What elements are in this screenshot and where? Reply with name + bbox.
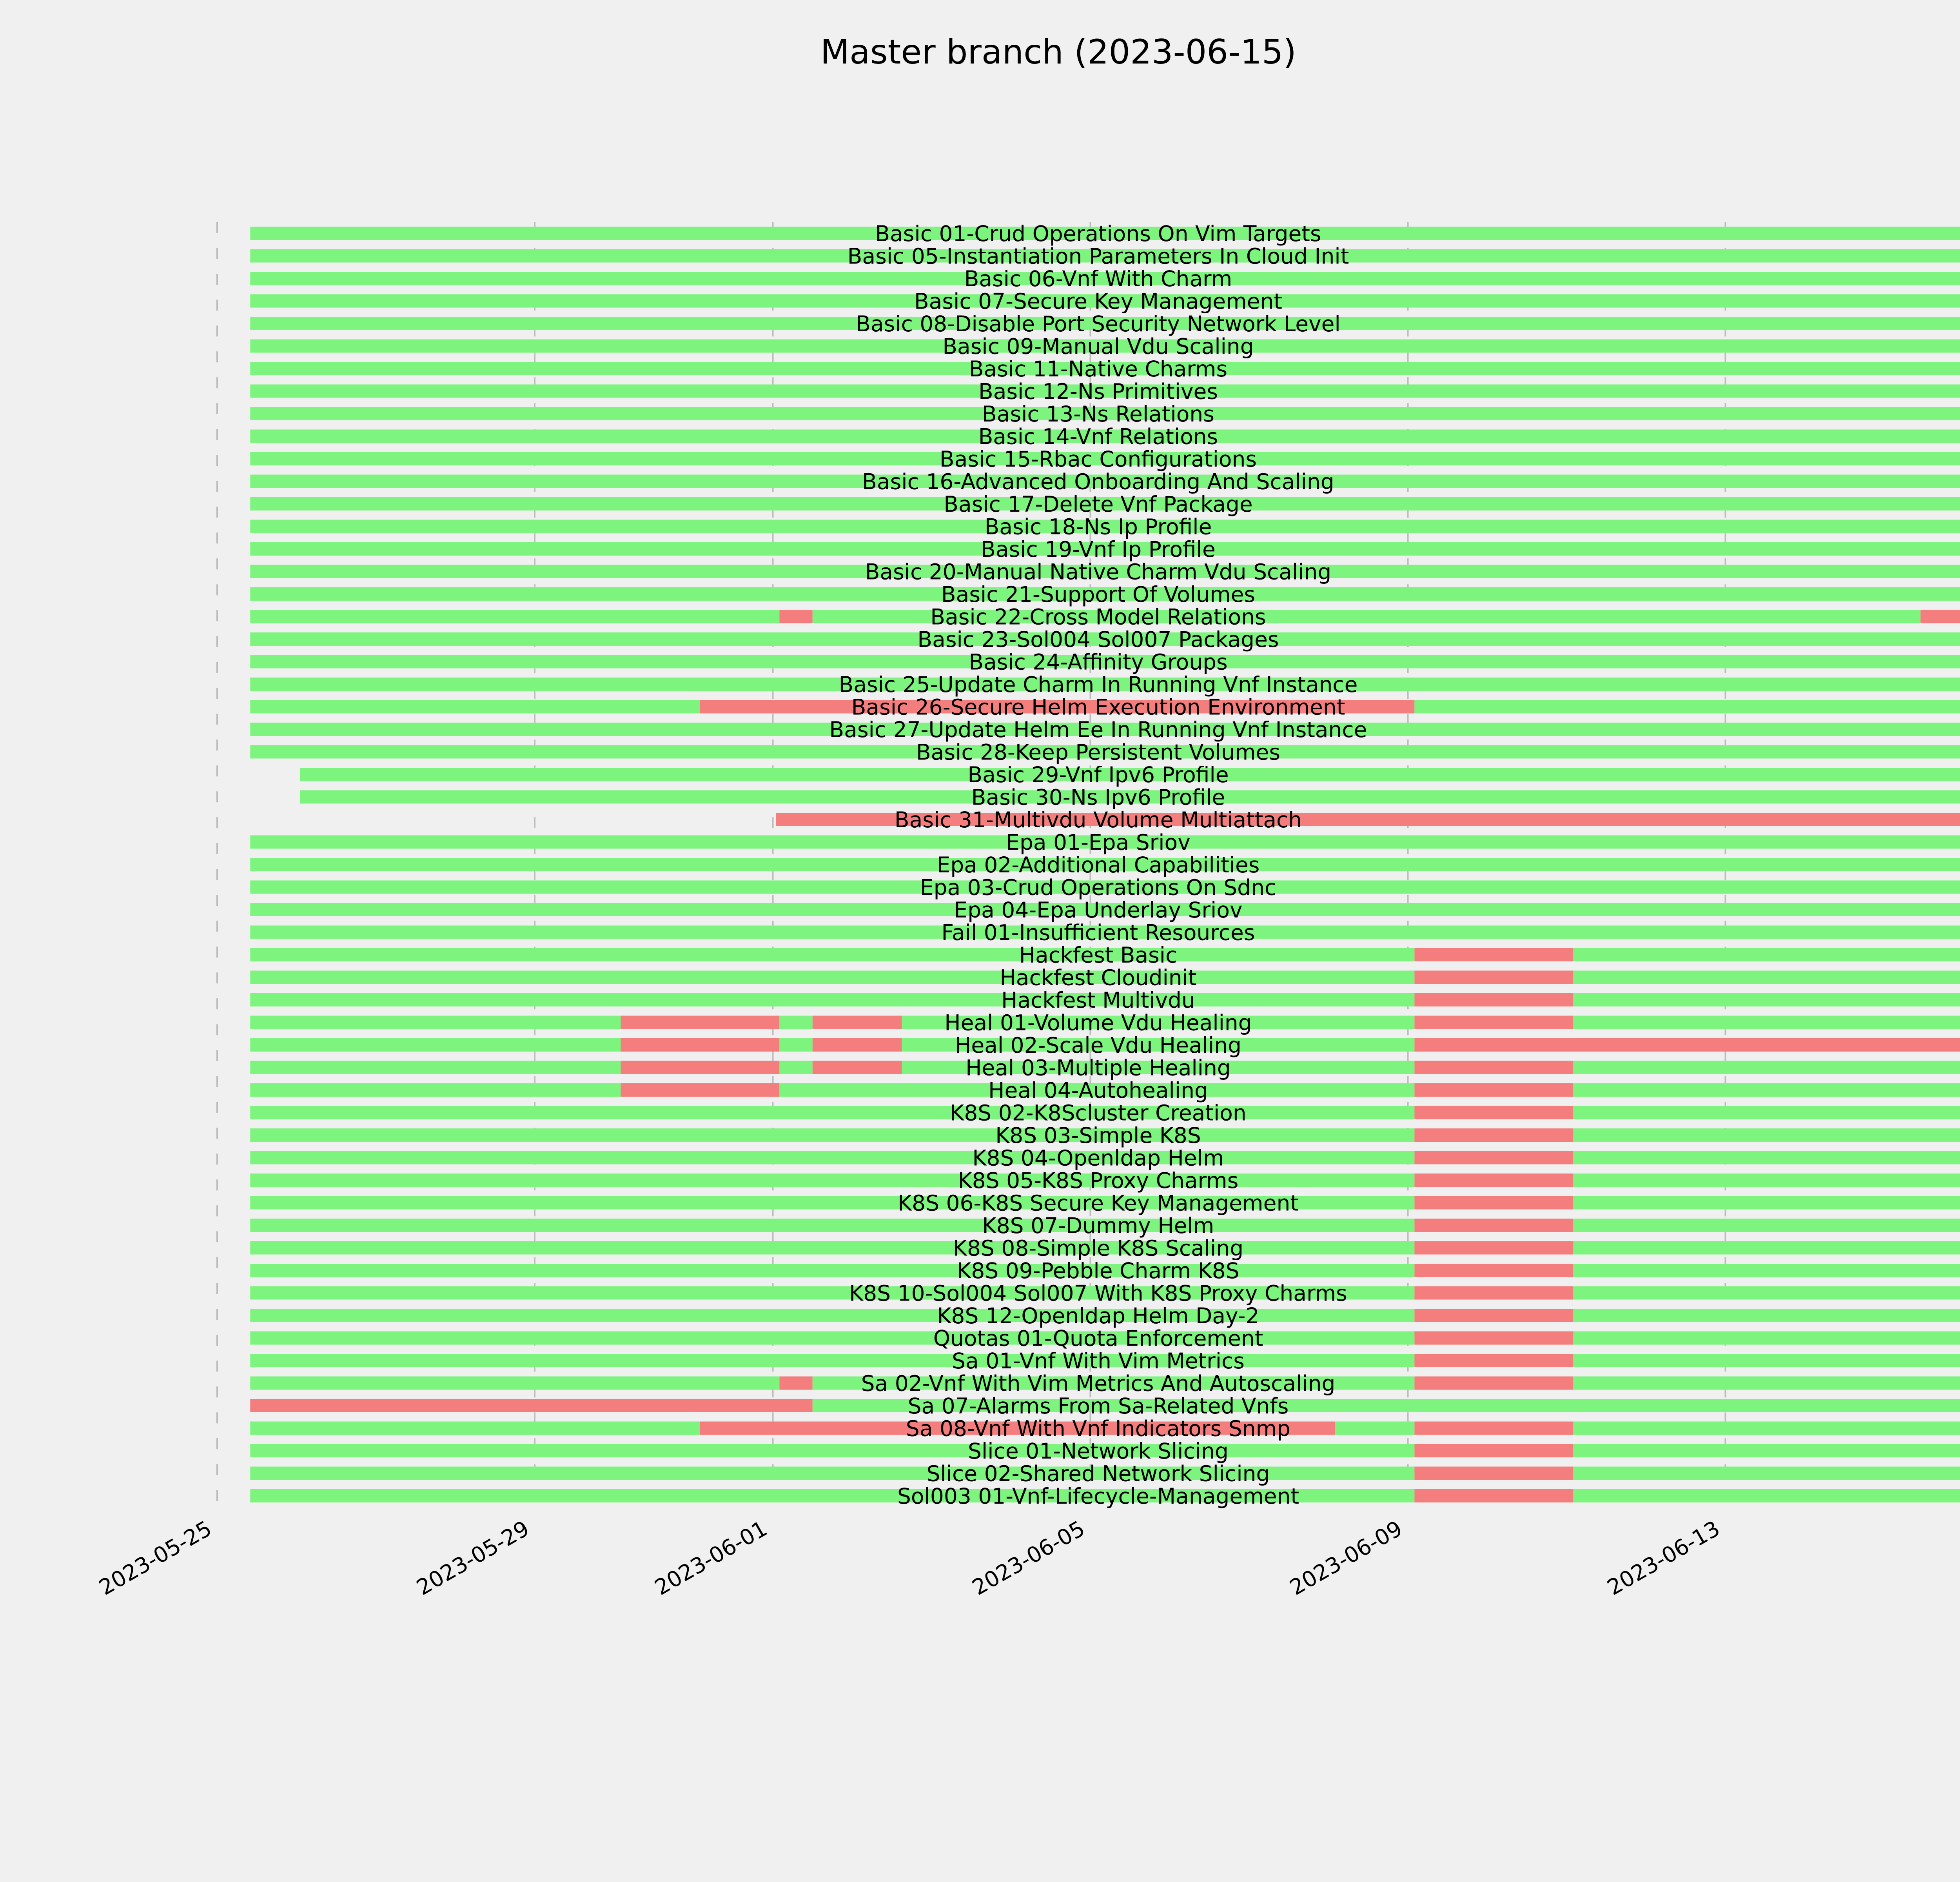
pass-segment xyxy=(1573,1016,1960,1029)
pass-segment xyxy=(1573,948,1960,961)
pass-segment xyxy=(1573,1444,1960,1457)
row-label: Epa 04-Epa Underlay Sriov xyxy=(954,897,1243,923)
fail-segment xyxy=(1414,971,1573,984)
pass-segment xyxy=(1335,1422,1415,1435)
x-tick-label: 2023-05-25 xyxy=(94,1515,216,1600)
row-label: Basic 17-Delete Vnf Package xyxy=(944,492,1253,517)
fail-segment xyxy=(779,610,812,623)
row-label: Basic 11-Native Charms xyxy=(969,356,1228,381)
pass-segment xyxy=(1573,1377,1960,1390)
pass-segment xyxy=(250,1377,779,1390)
pass-segment xyxy=(250,1264,1414,1277)
row-label: K8S 02-K8Scluster Creation xyxy=(950,1100,1247,1126)
pass-segment xyxy=(1573,1196,1960,1210)
row-label: K8S 06-K8S Secure Key Management xyxy=(898,1190,1299,1216)
pass-segment xyxy=(1573,1219,1960,1232)
pass-segment xyxy=(1573,1241,1960,1255)
row-label: Basic 08-Disable Port Security Network Level xyxy=(856,311,1341,336)
row-label: Basic 15-Rbac Configurations xyxy=(939,447,1257,472)
x-tick-label: 2023-05-29 xyxy=(412,1515,534,1600)
fail-segment xyxy=(1414,1467,1573,1480)
row-label: Heal 03-Multiple Healing xyxy=(965,1055,1231,1081)
fail-segment xyxy=(1920,610,1960,623)
fail-segment xyxy=(1414,1241,1573,1255)
pass-segment xyxy=(250,1444,1414,1457)
pass-segment xyxy=(1573,1286,1960,1300)
pass-segment xyxy=(779,1016,812,1029)
row-label: Basic 06-Vnf With Charm xyxy=(964,266,1232,291)
row-label: K8S 05-K8S Proxy Charms xyxy=(958,1168,1239,1193)
row-label: Basic 30-Ns Ipv6 Profile xyxy=(971,785,1225,810)
pass-segment xyxy=(1414,700,1960,714)
fail-segment xyxy=(1414,1128,1573,1142)
row-label: K8S 12-Openldap Helm Day-2 xyxy=(937,1303,1259,1328)
pass-segment xyxy=(779,1061,812,1074)
fail-segment xyxy=(1414,948,1573,961)
pass-segment xyxy=(250,1219,1414,1232)
row-label: K8S 04-Openldap Helm xyxy=(972,1145,1224,1171)
pass-segment xyxy=(1573,1354,1960,1367)
row-label: Basic 21-Support Of Volumes xyxy=(941,582,1256,607)
pass-segment xyxy=(250,1061,621,1074)
x-tick-label: 2023-06-09 xyxy=(1285,1515,1406,1600)
row-label: K8S 08-Simple K8S Scaling xyxy=(953,1235,1244,1261)
row-label: Heal 04-Autohealing xyxy=(988,1078,1208,1103)
row-label: Hackfest Cloudinit xyxy=(1000,965,1197,990)
row-label: K8S 09-Pebble Charm K8S xyxy=(957,1258,1240,1283)
fail-segment xyxy=(1414,1174,1573,1187)
row-label: K8S 07-Dummy Helm xyxy=(982,1213,1214,1238)
pass-segment xyxy=(250,1016,621,1029)
fail-segment xyxy=(1414,1106,1573,1119)
fail-segment xyxy=(1414,1083,1573,1097)
row-label: K8S 10-Sol004 Sol007 With K8S Proxy Charms xyxy=(849,1281,1347,1306)
row-label: Basic 01-Crud Operations On Vim Targets xyxy=(875,221,1321,246)
x-tick-label: 2023-06-01 xyxy=(650,1515,771,1600)
fail-segment xyxy=(1414,1219,1573,1232)
x-tick-label: 2023-06-05 xyxy=(968,1515,1089,1600)
row-label: Heal 01-Volume Vdu Healing xyxy=(944,1010,1252,1035)
pass-segment xyxy=(1573,1489,1960,1502)
row-label: Basic 29-Vnf Ipv6 Profile xyxy=(967,762,1229,787)
pass-segment xyxy=(779,1038,812,1052)
fail-segment xyxy=(813,1038,902,1052)
pass-segment xyxy=(1573,1061,1960,1074)
row-label: K8S 03-Simple K8S xyxy=(995,1123,1201,1148)
fail-segment xyxy=(1414,1151,1573,1164)
fail-segment xyxy=(1414,1422,1573,1435)
fail-segment xyxy=(1414,1286,1573,1300)
row-label: Hackfest Multivdu xyxy=(1001,988,1195,1013)
row-label: Basic 20-Manual Native Charm Vdu Scaling xyxy=(865,559,1332,585)
fail-segment xyxy=(1414,1196,1573,1210)
row-label: Sa 02-Vnf With Vim Metrics And Autoscaling xyxy=(861,1371,1336,1396)
row-label: Basic 31-Multivdu Volume Multiattach xyxy=(894,807,1302,832)
fail-segment xyxy=(813,1016,902,1029)
pass-segment xyxy=(250,1151,1414,1164)
fail-segment xyxy=(1414,1444,1573,1457)
pass-segment xyxy=(250,1128,1414,1142)
fail-segment xyxy=(1414,1061,1573,1074)
row-label: Sa 08-Vnf With Vnf Indicators Snmp xyxy=(906,1416,1291,1441)
row-label: Basic 26-Secure Helm Execution Environment xyxy=(851,694,1345,720)
row-label: Fail 01-Insufficient Resources xyxy=(941,920,1255,945)
pass-segment xyxy=(250,610,779,623)
row-label: Quotas 01-Quota Enforcement xyxy=(933,1326,1263,1351)
row-label: Basic 22-Cross Model Relations xyxy=(930,604,1266,630)
row-label: Basic 05-Instantiation Parameters In Cloud Init xyxy=(847,243,1349,269)
pass-segment xyxy=(1573,993,1960,1006)
fail-segment xyxy=(779,1377,812,1390)
fail-segment xyxy=(1414,1016,1573,1029)
row-label: Epa 03-Crud Operations On Sdnc xyxy=(920,875,1277,900)
row-label: Basic 18-Ns Ip Profile xyxy=(984,514,1212,540)
pass-segment xyxy=(1573,1106,1960,1119)
row-label: Epa 02-Additional Capabilities xyxy=(936,852,1260,877)
fail-segment xyxy=(621,1038,779,1052)
row-label: Hackfest Basic xyxy=(1019,943,1178,968)
row-label: Basic 24-Affinity Groups xyxy=(969,649,1228,675)
pass-segment xyxy=(250,1083,621,1097)
row-label: Heal 02-Scale Vdu Healing xyxy=(955,1033,1242,1058)
row-label: Slice 01-Network Slicing xyxy=(968,1439,1229,1464)
fail-segment xyxy=(1414,1264,1573,1277)
row-label: Basic 07-Secure Key Management xyxy=(914,289,1283,314)
row-label: Sol003 01-Vnf-Lifecycle-Management xyxy=(897,1484,1299,1509)
pass-segment xyxy=(1573,1309,1960,1322)
row-label: Epa 01-Epa Sriov xyxy=(1006,830,1191,855)
pass-segment xyxy=(1573,1332,1960,1345)
pass-segment xyxy=(1573,1083,1960,1097)
row-label: Basic 23-Sol004 Sol007 Packages xyxy=(917,627,1279,652)
pass-segment xyxy=(1573,1467,1960,1480)
fail-segment xyxy=(1414,1309,1573,1322)
pass-segment xyxy=(250,971,1414,984)
pass-segment xyxy=(1573,1128,1960,1142)
fail-segment xyxy=(1414,993,1573,1006)
pass-segment xyxy=(250,993,1414,1006)
row-label: Basic 25-Update Charm In Running Vnf Instance xyxy=(838,672,1358,697)
row-label: Basic 12-Ns Primitives xyxy=(978,379,1218,404)
fail-segment xyxy=(813,1061,902,1074)
row-label: Basic 13-Ns Relations xyxy=(982,401,1214,427)
pass-segment xyxy=(250,700,700,714)
fail-segment xyxy=(1414,1332,1573,1345)
pass-segment xyxy=(250,1174,1414,1187)
row-label: Basic 28-Keep Persistent Volumes xyxy=(916,739,1281,765)
fail-segment xyxy=(250,1399,812,1412)
chart-title: Master branch (2023-06-15) xyxy=(820,33,1297,72)
pass-segment xyxy=(1573,1174,1960,1187)
fail-segment xyxy=(621,1061,779,1074)
x-tick-label: 2023-06-13 xyxy=(1603,1515,1724,1600)
fail-segment xyxy=(1414,1377,1573,1390)
pass-segment xyxy=(1573,1264,1960,1277)
pass-segment xyxy=(250,1422,700,1435)
pass-segment xyxy=(250,1038,621,1052)
fail-segment xyxy=(1414,1038,1960,1052)
row-label: Sa 07-Alarms From Sa-Related Vnfs xyxy=(907,1393,1289,1419)
row-label: Basic 16-Advanced Onboarding And Scaling xyxy=(862,469,1334,494)
fail-segment xyxy=(1414,1489,1573,1502)
fail-segment xyxy=(621,1083,779,1097)
row-label: Sa 01-Vnf With Vim Metrics xyxy=(952,1348,1245,1373)
row-label: Slice 02-Shared Network Slicing xyxy=(926,1461,1270,1486)
row-label: Basic 09-Manual Vdu Scaling xyxy=(942,334,1254,359)
pass-segment xyxy=(1573,971,1960,984)
pass-segment xyxy=(1573,1151,1960,1164)
fail-segment xyxy=(1414,1354,1573,1367)
row-label: Basic 27-Update Helm Ee In Running Vnf Instance xyxy=(829,717,1367,742)
fail-segment xyxy=(621,1016,779,1029)
row-label: Basic 14-Vnf Relations xyxy=(978,424,1218,449)
pass-segment xyxy=(250,948,1414,961)
row-label: Basic 19-Vnf Ip Profile xyxy=(981,537,1216,562)
pass-segment xyxy=(1573,1422,1960,1435)
